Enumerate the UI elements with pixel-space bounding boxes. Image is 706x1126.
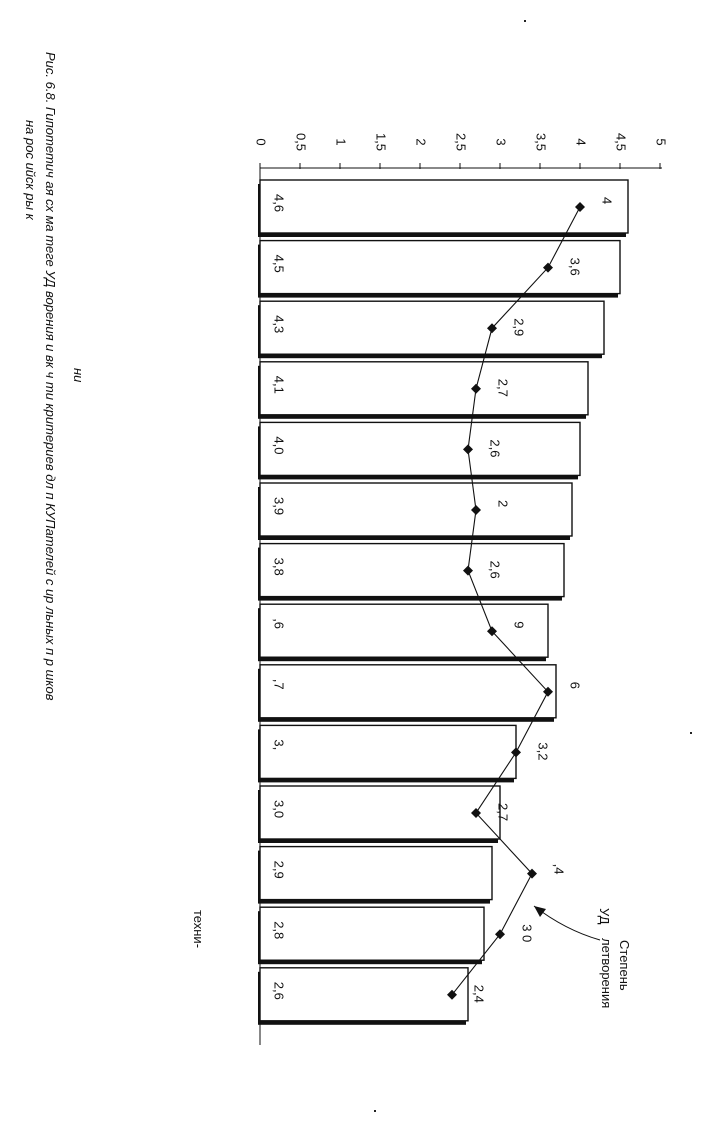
floating-text-ni: ни — [71, 368, 86, 383]
bar-value-label: 2,6 — [271, 981, 287, 1000]
legend-letvoreniya: летворения — [599, 938, 614, 1009]
bar — [260, 544, 564, 597]
bar — [260, 604, 548, 657]
x-tick-label: 2 — [413, 138, 429, 146]
scan-speck — [374, 1110, 376, 1112]
legend-yd: УД — [597, 908, 612, 925]
bar-value-label: ,6 — [271, 618, 287, 630]
bar — [260, 725, 516, 778]
bar — [260, 241, 620, 294]
satisfaction-value-label: 2,6 — [487, 439, 503, 458]
bar-value-label: ,7 — [271, 678, 287, 690]
satisfaction-point — [495, 929, 505, 939]
satisfaction-value-label: 3 0 — [519, 924, 535, 943]
x-tick-label: 0,5 — [293, 132, 309, 152]
legend-stepen: Степень — [617, 940, 632, 991]
satisfaction-value-label: 2,7 — [495, 378, 511, 397]
bar — [260, 301, 604, 354]
bar-value-label: 3, — [271, 739, 287, 751]
bar — [260, 180, 628, 233]
satisfaction-value-label: 9 — [511, 621, 527, 629]
legend-arrowhead — [534, 906, 546, 917]
bar — [260, 483, 572, 536]
x-tick-label: 1,5 — [373, 132, 389, 152]
bar-value-label: 3,9 — [271, 497, 287, 516]
satisfaction-value-label: 2 — [495, 500, 511, 508]
x-tick-label: 5 — [653, 138, 669, 146]
bar-value-label: 2,9 — [271, 860, 287, 879]
bar — [260, 786, 500, 839]
figure-caption-line1: Рис. 6.8. Гипотетич ая сх ма теге УД ворения и вк ч ти критериев дл п КУПателей с ир льных п р шков — [43, 52, 58, 701]
x-tick-label: 4,5 — [613, 132, 629, 152]
bar — [260, 665, 556, 718]
satisfaction-value-label: 4 — [599, 197, 615, 205]
satisfaction-value-label: 3,2 — [535, 742, 551, 761]
satisfaction-value-label: 2,9 — [511, 318, 527, 337]
bar-value-label: 3,0 — [271, 800, 287, 819]
bar-value-label: 2,8 — [271, 921, 287, 940]
bar-value-label: 4,0 — [271, 436, 287, 455]
x-tick-label: 3,5 — [533, 132, 549, 152]
bar — [260, 422, 580, 475]
bar — [260, 362, 588, 415]
satisfaction-value-label: ,4 — [551, 863, 567, 875]
figure-caption-line2: на рос ийск ры к — [23, 120, 38, 220]
bar-value-label: 4,6 — [271, 194, 287, 213]
x-tick-label: 1 — [333, 138, 349, 146]
satisfaction-value-label: 2,6 — [487, 560, 503, 579]
satisfaction-value-label: 6 — [567, 681, 583, 690]
bar-value-label: 3,8 — [271, 557, 287, 576]
bar — [260, 847, 492, 900]
scan-speck — [690, 732, 692, 734]
bar-value-label: 4,5 — [271, 254, 287, 273]
x-tick-label: 2,5 — [453, 132, 469, 152]
satisfaction-value-label: 2,4 — [471, 984, 487, 1003]
x-tick-label: 4 — [573, 138, 589, 146]
scan-speck — [524, 20, 526, 22]
x-tick-label: 3 — [493, 138, 509, 146]
satisfaction-value-label: 3,6 — [567, 257, 583, 276]
x-tick-label: 0 — [253, 138, 269, 146]
bar — [260, 907, 484, 960]
bar-value-label: 4,1 — [271, 375, 287, 394]
floating-text-tekhni: техни- — [191, 910, 206, 949]
satisfaction-value-label: 2,7 — [495, 803, 511, 822]
bar-value-label: 4,3 — [271, 315, 287, 334]
bar — [260, 968, 468, 1021]
